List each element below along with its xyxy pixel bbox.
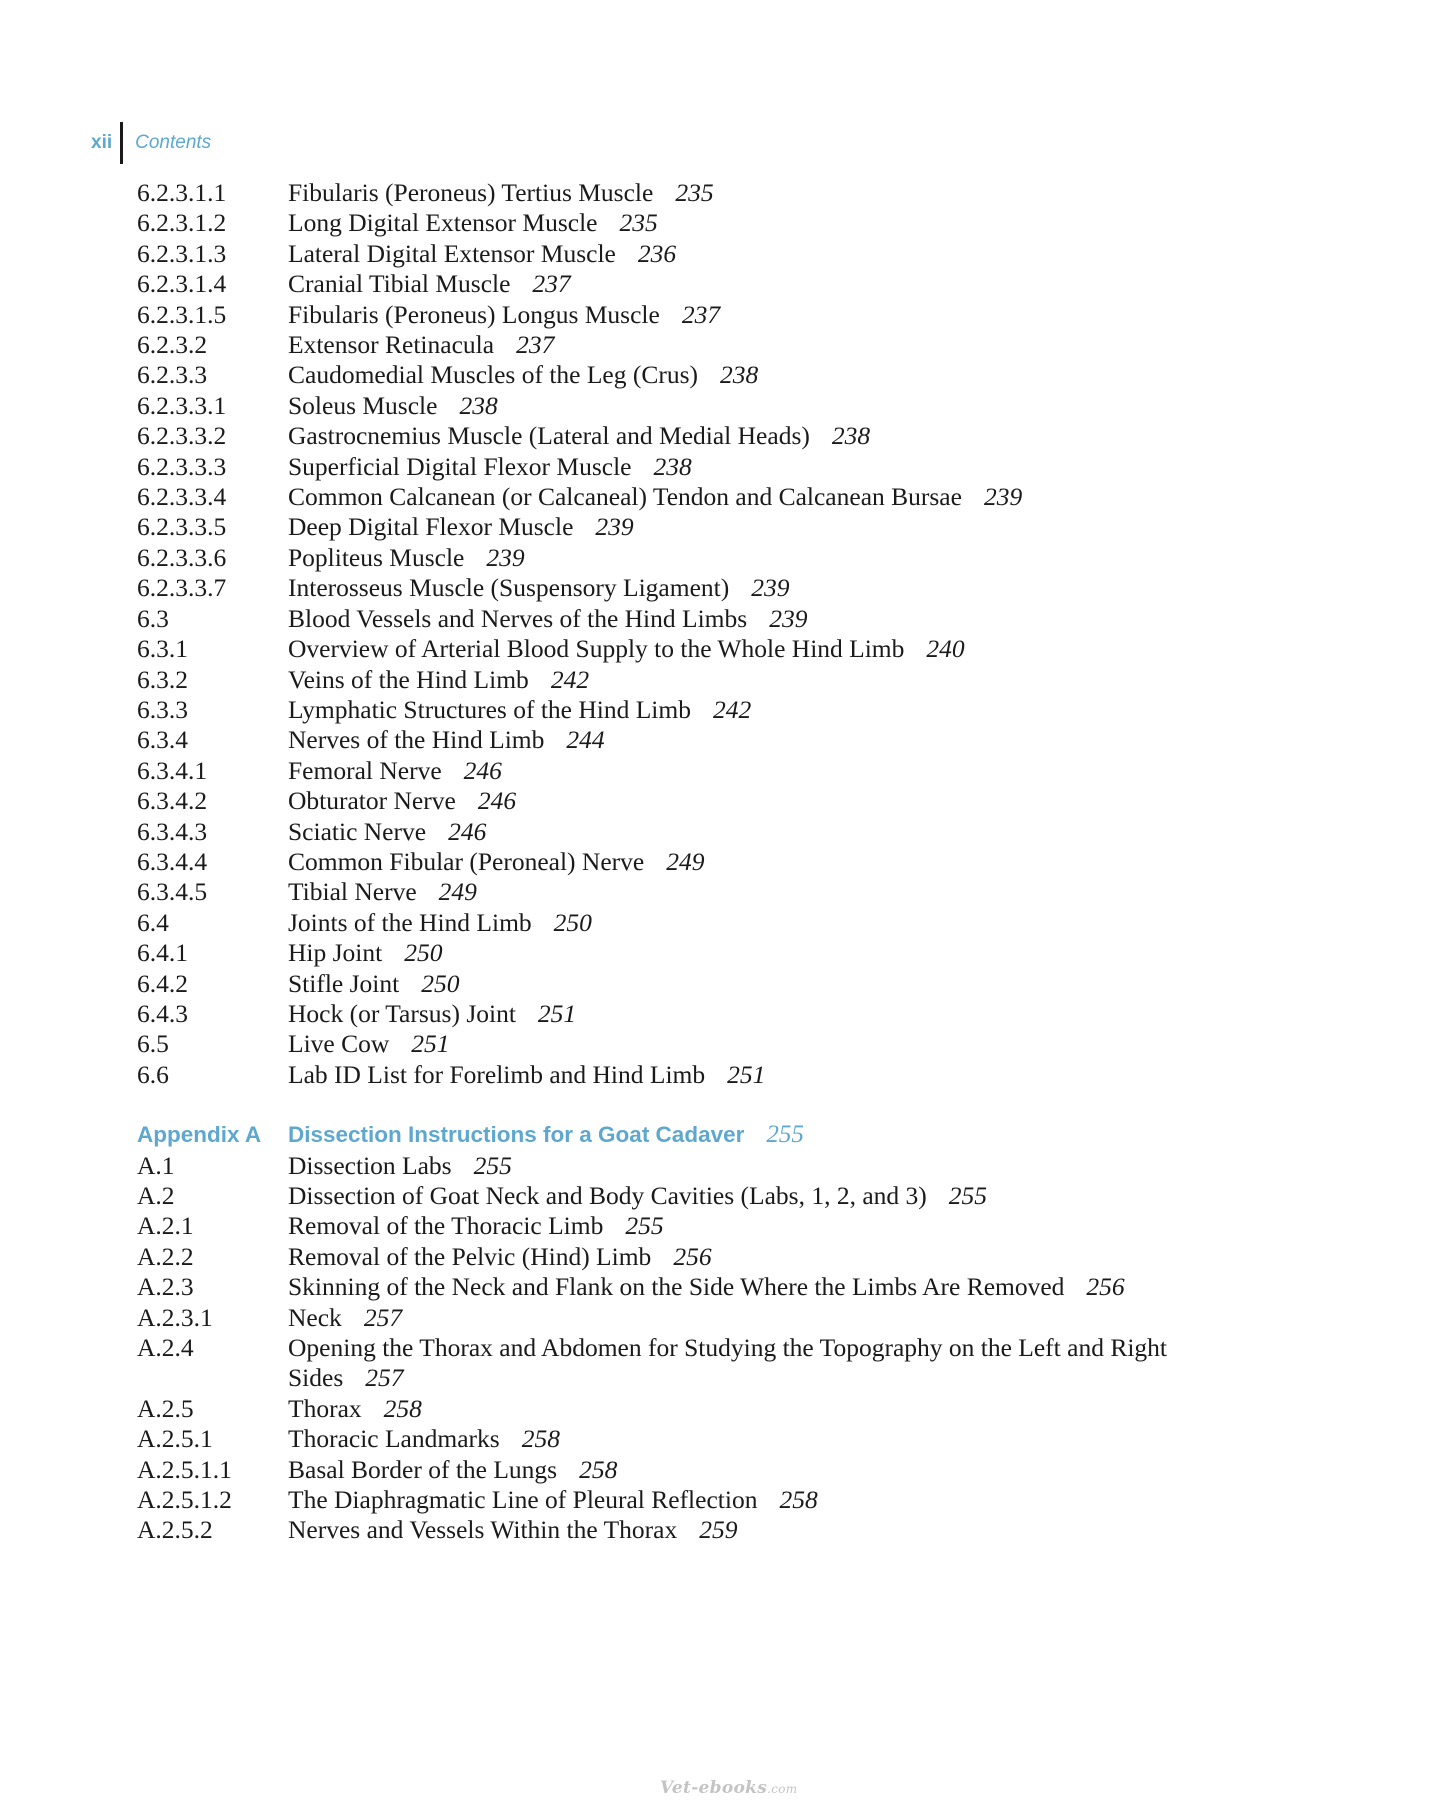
toc-entry[interactable] xyxy=(137,573,1337,603)
toc-entry[interactable] xyxy=(137,512,1337,542)
toc-entry[interactable] xyxy=(137,178,1337,208)
toc-entry-page: 237 xyxy=(681,299,721,329)
toc-entry-body xyxy=(288,1333,1248,1394)
toc-entry-number: 6.4.1 xyxy=(137,938,188,968)
toc-entry-title: Lateral Digital Extensor Muscle xyxy=(288,238,616,268)
toc-entry-title: Soleus Muscle xyxy=(288,390,438,420)
toc-entry-body xyxy=(288,178,1248,208)
toc-entry-body xyxy=(288,512,1248,542)
toc-entry-page: 246 xyxy=(463,755,502,785)
toc-entry-body xyxy=(288,665,1248,695)
toc-entry-body xyxy=(288,1242,1248,1272)
toc-entry-number: 6.3.4.5 xyxy=(137,877,208,907)
appendix-label: Appendix A xyxy=(137,1122,262,1148)
toc-entry-page: 235 xyxy=(619,208,658,238)
toc-entry-number: 6.4 xyxy=(137,907,169,937)
toc-entry-number: A.1 xyxy=(137,1150,175,1180)
toc-entry-number: 6.2.3.1.2 xyxy=(137,208,227,238)
toc-entry-number: A.2 xyxy=(137,1181,175,1210)
toc-entry-title: Neck xyxy=(288,1302,342,1332)
toc-entry-page: 238 xyxy=(720,360,759,390)
toc-entry-number: 6.2.3.3 xyxy=(137,360,208,390)
toc-entry-number: 6.4.2 xyxy=(137,968,188,998)
toc-entry[interactable] xyxy=(137,1303,1337,1333)
toc-entry-number: A.2.5.2 xyxy=(137,1515,213,1545)
toc-entry[interactable] xyxy=(137,543,1337,573)
toc-entry-title: Interosseus Muscle (Suspensory Ligament) xyxy=(288,573,730,603)
toc-section-appendix-a xyxy=(137,1151,1337,1546)
toc-entry-title: Opening the Thorax and Abdomen for Studying the Topography on the Left and Right Sides xyxy=(288,1333,1168,1393)
toc-entry[interactable] xyxy=(137,1151,1337,1181)
toc-entry-page: 236 xyxy=(637,238,677,268)
toc-entry-title: Femoral Nerve xyxy=(288,755,442,785)
toc-entry-number: 6.3.4.1 xyxy=(137,755,208,785)
toc-entry-body xyxy=(288,604,1248,634)
toc-entry-page: 239 xyxy=(486,542,525,572)
toc-entry[interactable] xyxy=(137,665,1337,695)
watermark-brand: Vet-ebooks xyxy=(660,1778,768,1798)
toc-entry-page: 257 xyxy=(365,1363,404,1393)
toc-entry-page: 239 xyxy=(751,573,790,603)
toc-entry-body xyxy=(288,817,1248,847)
toc-entry-title: The Diaphragmatic Line of Pleural Reflection xyxy=(288,1485,758,1515)
toc-entry-number: 6.3 xyxy=(137,603,169,633)
toc-entry-page: 258 xyxy=(521,1424,560,1454)
toc-entry-body xyxy=(288,543,1248,573)
toc-entry[interactable] xyxy=(137,360,1337,390)
toc-entry-page: 255 xyxy=(625,1211,664,1241)
toc-entry-body xyxy=(288,300,1248,330)
toc-entry-title: Sciatic Nerve xyxy=(288,816,427,846)
toc-entry[interactable] xyxy=(137,786,1337,816)
toc-entry[interactable] xyxy=(137,1455,1337,1485)
toc-entry-number: 6.2.3.3.7 xyxy=(137,573,227,603)
toc-entry-number: 6.6 xyxy=(137,1059,169,1089)
appendix-title xyxy=(288,1120,804,1150)
toc-entry-page: 238 xyxy=(653,451,692,481)
toc-entry-page: 250 xyxy=(421,968,460,998)
toc-entry-body xyxy=(288,269,1248,299)
toc-entry-page: 246 xyxy=(448,816,487,846)
toc-entry-title: Nerves and Vessels Within the Thorax xyxy=(288,1515,678,1545)
toc-entry-body xyxy=(288,208,1248,238)
toc-entry-title: Superficial Digital Flexor Muscle xyxy=(288,451,632,481)
toc-entry[interactable] xyxy=(137,1485,1337,1515)
toc-entry-title: Removal of the Thoracic Limb xyxy=(288,1211,604,1241)
toc-entry[interactable] xyxy=(137,1242,1337,1272)
toc-entry[interactable] xyxy=(137,847,1337,877)
toc-entry[interactable] xyxy=(137,999,1337,1029)
toc-entry-page: 258 xyxy=(779,1485,818,1515)
toc-entry[interactable] xyxy=(137,877,1337,907)
toc-entry-page: 250 xyxy=(553,907,592,937)
toc-entry[interactable] xyxy=(137,269,1337,299)
appendix-page: 255 xyxy=(766,1121,804,1149)
toc-entry-page: 237 xyxy=(516,330,555,360)
toc-entry-body xyxy=(288,847,1248,877)
toc-entry-page: 249 xyxy=(438,877,477,907)
toc-entry[interactable] xyxy=(137,1060,1337,1090)
toc-entry-number: 6.3.4.2 xyxy=(137,786,208,816)
toc-entry-page: 256 xyxy=(1086,1272,1125,1302)
toc-entry-title: Common Fibular (Peroneal) Nerve xyxy=(288,846,645,876)
toc-entry[interactable] xyxy=(137,1515,1337,1545)
toc-entry-page: 244 xyxy=(566,725,605,755)
toc-entry-number: 6.2.3.3.6 xyxy=(137,542,227,572)
toc-entry-body xyxy=(288,756,1248,786)
toc-entry-body xyxy=(288,1394,1248,1424)
toc-entry-page: 258 xyxy=(579,1454,618,1484)
toc-entry[interactable] xyxy=(137,1394,1337,1424)
toc-entry-number: 6.2.3.3.1 xyxy=(137,390,227,420)
toc-entry[interactable] xyxy=(137,938,1337,968)
toc-entry-page: 249 xyxy=(666,846,705,876)
toc-entry-page: 255 xyxy=(948,1181,988,1210)
toc-entry-number: A.2.2 xyxy=(137,1241,194,1271)
toc-entry[interactable] xyxy=(137,908,1337,938)
toc-entry-title: Lab ID List for Forelimb and Hind Limb xyxy=(288,1059,706,1089)
toc-entry-body xyxy=(288,1211,1248,1241)
toc-entry-body xyxy=(288,1455,1248,1485)
toc-entry-body xyxy=(288,421,1248,451)
toc-entry-number: A.2.3.1 xyxy=(137,1302,213,1332)
toc-entry[interactable] xyxy=(137,634,1337,664)
toc-entry[interactable] xyxy=(137,1029,1337,1059)
toc-entry-title: Blood Vessels and Nerves of the Hind Limbs xyxy=(288,603,748,633)
toc-entry-number: A.2.4 xyxy=(137,1333,194,1363)
toc-entry-body xyxy=(288,360,1248,390)
toc-entry-page: 242 xyxy=(550,664,590,694)
toc-entry-number: 6.4.3 xyxy=(137,998,188,1028)
toc-entry-title: Caudomedial Muscles of the Leg (Crus) xyxy=(288,360,699,390)
toc-entry-number: A.2.3 xyxy=(137,1272,194,1302)
toc-entry-title: Live Cow xyxy=(288,1029,390,1059)
toc-entry-number: 6.3.4.3 xyxy=(137,816,208,846)
running-head-title: Contents xyxy=(135,132,212,153)
toc-entry-body xyxy=(288,999,1248,1029)
toc-entry-body xyxy=(288,877,1248,907)
toc-entry-page: 257 xyxy=(363,1302,403,1332)
toc-entry-number: A.2.5.1 xyxy=(137,1424,213,1454)
toc-entry-body xyxy=(288,1485,1248,1515)
toc-entry-number: 6.2.3.3.3 xyxy=(137,451,227,481)
toc-entry-body xyxy=(288,573,1248,603)
toc-entry-page: 238 xyxy=(459,390,498,420)
toc-entry-page: 239 xyxy=(983,482,1023,512)
toc-entry-title: Fibularis (Peroneus) Longus Muscle xyxy=(288,299,660,329)
toc-entry-body xyxy=(288,239,1248,269)
toc-entry-number: 6.2.3.3.4 xyxy=(137,482,227,512)
toc-entry-page: 239 xyxy=(769,603,808,633)
toc-entry-body xyxy=(288,1060,1248,1090)
toc-entry-number: 6.3.4.4 xyxy=(137,846,208,876)
toc-entry-body xyxy=(288,391,1248,421)
toc-entry-title: Deep Digital Flexor Muscle xyxy=(288,512,574,542)
toc-entry[interactable] xyxy=(137,1272,1337,1302)
toc-entry-number: 6.3.3 xyxy=(137,694,188,724)
toc-entry-number: 6.2.3.3.5 xyxy=(137,512,227,542)
toc-entry[interactable] xyxy=(137,604,1337,634)
toc-entry-title: Thorax xyxy=(288,1393,362,1423)
toc-entry[interactable] xyxy=(137,725,1337,755)
toc-entry-title: Common Calcanean (or Calcaneal) Tendon and Calcanean Bursae xyxy=(288,482,962,512)
toc-entry-title: Basal Border of the Lungs xyxy=(288,1454,558,1484)
toc-entry-body xyxy=(288,1303,1248,1333)
toc-entry-body xyxy=(288,482,1248,512)
toc-entry[interactable] xyxy=(137,330,1337,360)
toc-section-chapter-6 xyxy=(137,178,1337,1090)
toc-entry[interactable] xyxy=(137,1424,1337,1454)
toc-entry-title: Obturator Nerve xyxy=(288,786,456,816)
toc-entry-body xyxy=(288,1272,1248,1302)
toc-entry-page: 255 xyxy=(473,1150,512,1180)
watermark xyxy=(660,1778,797,1798)
toc-entry-title: Hip Joint xyxy=(288,938,383,968)
toc-entry-title: Dissection of Goat Neck and Body Cavities (Labs, 1, 2, and 3) xyxy=(288,1181,927,1210)
toc-entry-body xyxy=(288,1515,1248,1545)
toc-entry-page: 237 xyxy=(532,269,571,299)
toc-entry-title: Joints of the Hind Limb xyxy=(288,907,532,937)
toc-entry-page: 251 xyxy=(411,1029,450,1059)
toc-entry[interactable] xyxy=(137,482,1337,512)
toc-entry-title: Skinning of the Neck and Flank on the Side Where the Limbs Are Removed xyxy=(288,1272,1065,1302)
toc-entry-page: 238 xyxy=(831,421,871,451)
toc-entry-body xyxy=(288,634,1248,664)
toc-entry-body xyxy=(288,452,1248,482)
toc-entry-title: Gastrocnemius Muscle (Lateral and Medial Heads) xyxy=(288,421,810,451)
toc-entry-body xyxy=(288,908,1248,938)
toc-entry-page: 239 xyxy=(595,512,634,542)
toc-entry[interactable] xyxy=(137,391,1337,421)
toc-entry-page: 246 xyxy=(477,786,517,816)
toc-entry-title: Tibial Nerve xyxy=(288,877,417,907)
toc-entry[interactable] xyxy=(137,1333,1337,1394)
watermark-suffix: .com xyxy=(767,1782,798,1796)
toc-entry-number: 6.2.3.2 xyxy=(137,330,208,360)
toc-entry-page: 240 xyxy=(926,634,965,664)
toc-entry-title: Popliteus Muscle xyxy=(288,542,465,572)
toc-entry-title: Extensor Retinacula xyxy=(288,330,495,360)
toc-entry-title: Hock (or Tarsus) Joint xyxy=(288,998,516,1028)
toc-entry[interactable] xyxy=(137,1211,1337,1241)
toc-entry-body xyxy=(288,725,1248,755)
toc-entry-title: Nerves of the Hind Limb xyxy=(288,725,545,755)
section-gap xyxy=(137,1090,1337,1120)
toc-entry[interactable] xyxy=(137,208,1337,238)
toc-entry-title: Lymphatic Structures of the Hind Limb xyxy=(288,694,691,724)
toc-entry-number: A.2.1 xyxy=(137,1211,194,1241)
toc-entry-body xyxy=(288,1424,1248,1454)
toc-entry[interactable] xyxy=(137,239,1337,269)
page-folio: xii xyxy=(91,132,113,153)
toc-entry-page: 250 xyxy=(404,938,443,968)
header-rule xyxy=(120,122,123,164)
table-of-contents xyxy=(137,178,1337,1546)
toc-entry-number: A.2.5 xyxy=(137,1393,194,1423)
toc-entry-number: 6.5 xyxy=(137,1029,169,1059)
toc-entry-title: Removal of the Pelvic (Hind) Limb xyxy=(288,1241,652,1271)
toc-entry-number: 6.2.3.1.1 xyxy=(137,178,227,207)
toc-entry-page: 251 xyxy=(537,998,577,1028)
toc-entry[interactable] xyxy=(137,300,1337,330)
toc-entry-page: 242 xyxy=(712,694,752,724)
toc-entry-title: Overview of Arterial Blood Supply to the Whole Hind Limb xyxy=(288,634,905,664)
toc-entry[interactable] xyxy=(137,695,1337,725)
toc-entry-title: Cranial Tibial Muscle xyxy=(288,269,511,299)
toc-entry-body xyxy=(288,786,1248,816)
toc-entry-number: 6.2.3.1.5 xyxy=(137,299,227,329)
toc-entry-body xyxy=(288,938,1248,968)
toc-entry-title: Dissection Labs xyxy=(288,1150,452,1180)
toc-entry-page: 251 xyxy=(727,1059,766,1089)
toc-entry-title: Thoracic Landmarks xyxy=(288,1424,500,1454)
toc-entry-body xyxy=(288,330,1248,360)
toc-entry-body xyxy=(288,1029,1248,1059)
toc-entry-number: A.2.5.1.2 xyxy=(137,1485,232,1515)
toc-entry-body xyxy=(288,969,1248,999)
toc-entry-number: 6.3.4 xyxy=(137,725,188,755)
toc-entry[interactable] xyxy=(137,421,1337,451)
running-head xyxy=(91,122,211,164)
toc-entry[interactable] xyxy=(137,756,1337,786)
toc-entry-page: 259 xyxy=(699,1515,738,1545)
toc-entry-page: 258 xyxy=(383,1393,422,1423)
appendix-title-text: Dissection Instructions for a Goat Cadaver xyxy=(288,1122,745,1148)
toc-entry[interactable] xyxy=(137,969,1337,999)
toc-entry-number: 6.2.3.1.4 xyxy=(137,269,227,299)
toc-entry-number: A.2.5.1.1 xyxy=(137,1454,232,1484)
toc-entry-page: 256 xyxy=(673,1241,712,1271)
toc-entry-body xyxy=(288,695,1248,725)
toc-entry-title: Fibularis (Peroneus) Tertius Muscle xyxy=(288,178,654,207)
toc-entry-body xyxy=(288,1151,1248,1181)
toc-entry[interactable] xyxy=(137,1181,1337,1211)
toc-entry-number: 6.2.3.1.3 xyxy=(137,238,227,268)
toc-entry-title: Veins of the Hind Limb xyxy=(288,664,529,694)
toc-entry[interactable] xyxy=(137,817,1337,847)
toc-entry-number: 6.3.2 xyxy=(137,664,188,694)
appendix-heading[interactable] xyxy=(137,1120,1337,1150)
toc-entry-number: 6.2.3.3.2 xyxy=(137,421,227,451)
toc-entry-page: 235 xyxy=(675,178,714,207)
toc-entry-title: Long Digital Extensor Muscle xyxy=(288,208,598,238)
toc-entry-title: Stifle Joint xyxy=(288,968,400,998)
toc-entry-number: 6.3.1 xyxy=(137,634,188,664)
toc-entry-body xyxy=(288,1181,1248,1211)
toc-entry[interactable] xyxy=(137,452,1337,482)
